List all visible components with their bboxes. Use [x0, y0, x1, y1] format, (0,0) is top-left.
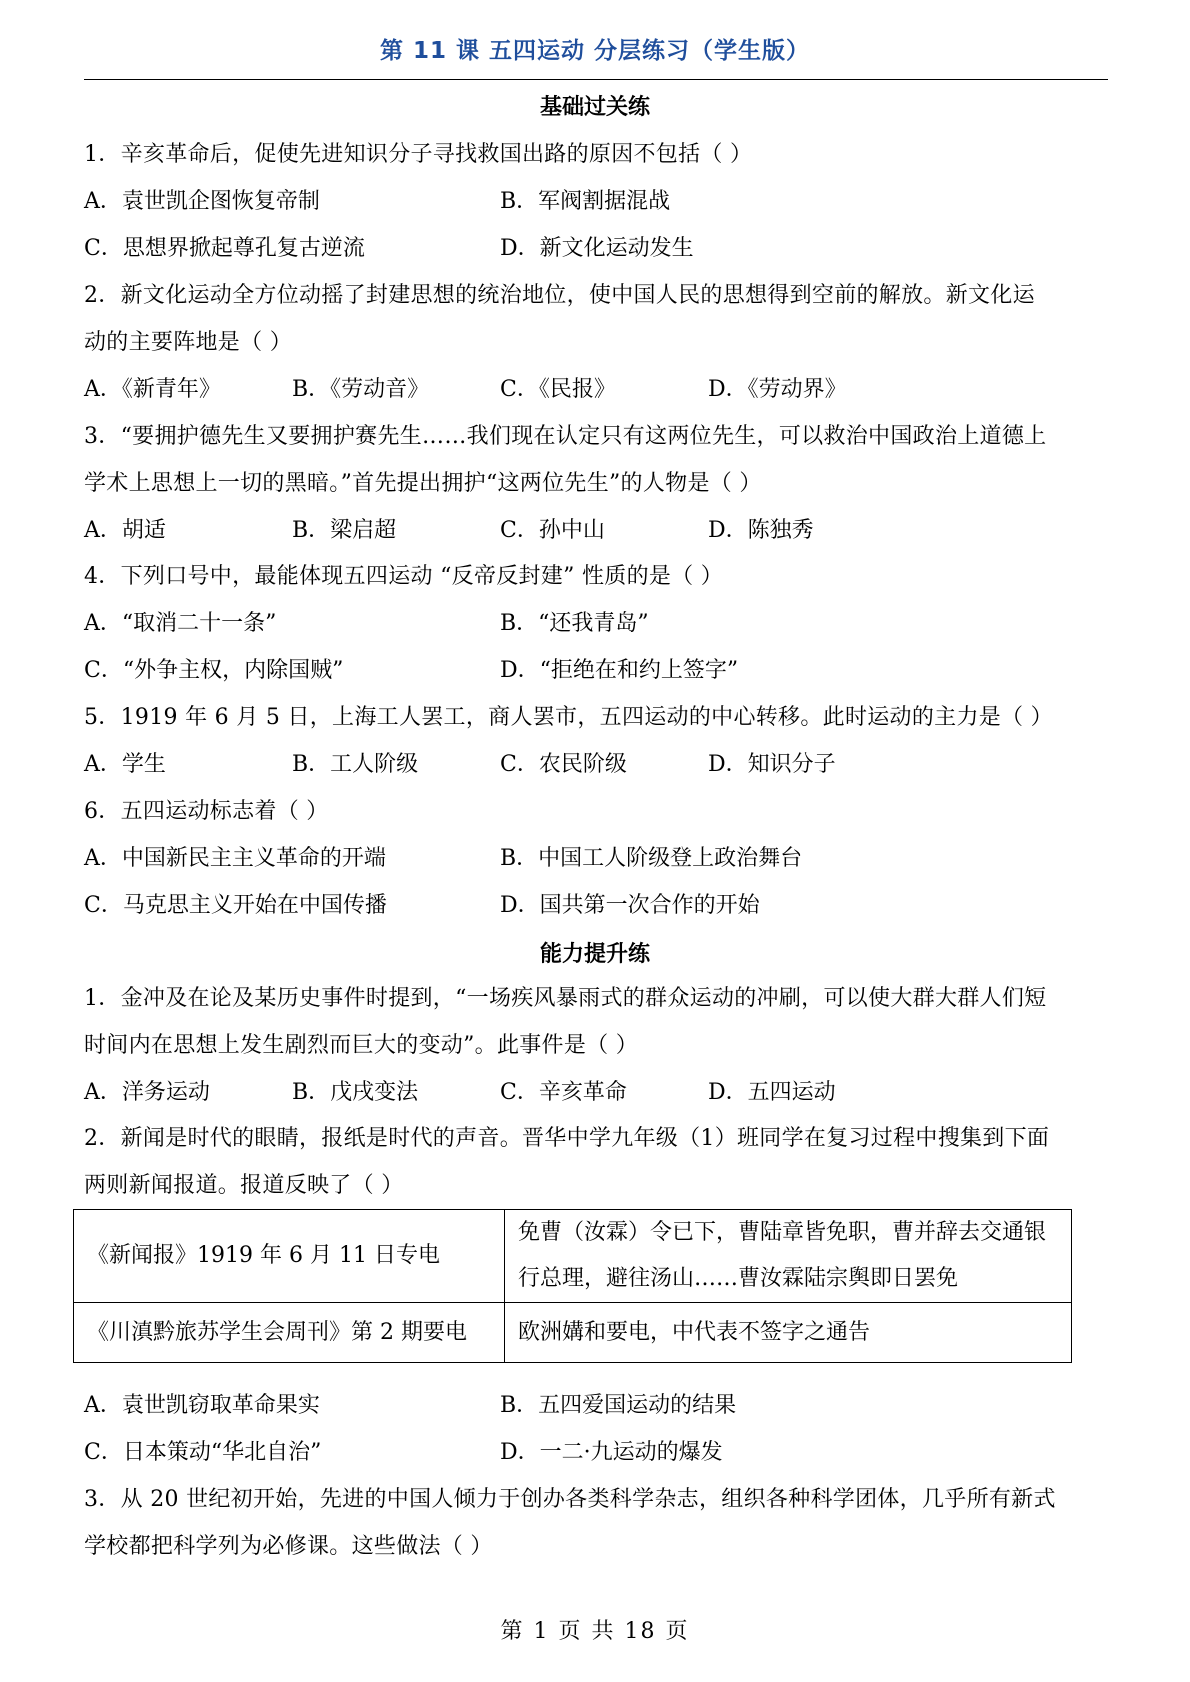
question-stem-continued: 学校都把科学列为必修课。这些做法（ ）	[84, 1534, 493, 1559]
option-c: C．思想界掀起尊孔复古逆流	[84, 236, 365, 261]
option-b: B．《劳动音》	[292, 377, 430, 402]
question-stem: 6．五四运动标志着（ ）	[84, 799, 329, 824]
option-d: D．知识分子	[708, 752, 836, 777]
option-b: B．中国工人阶级登上政治舞台	[500, 846, 803, 871]
option-d: D．新文化运动发生	[500, 236, 694, 261]
option-a: A．胡适	[84, 518, 166, 543]
option-a: A．中国新民主主义革命的开端	[84, 846, 386, 871]
option-c: C．马克思主义开始在中国传播	[84, 893, 387, 918]
page-title: 第 11 课 五四运动 分层练习（学生版）	[379, 38, 811, 64]
option-b: B．五四爱国运动的结果	[500, 1393, 737, 1418]
option-c: C．《民报》	[500, 377, 616, 402]
question-stem: 2．新文化运动全方位动摇了封建思想的统治地位，使中国人民的思想得到空前的解放。新文化运	[84, 283, 1035, 308]
option-d: D．陈独秀	[708, 518, 814, 543]
option-d: D．一二·九运动的爆发	[500, 1440, 723, 1465]
question-stem-continued: 时间内在思想上发生剧烈而巨大的变动”。此事件是（ ）	[84, 1033, 639, 1058]
option-a: A．袁世凯窃取革命果实	[84, 1393, 320, 1418]
question-stem-continued: 两则新闻报道。报道反映了（ ）	[84, 1173, 404, 1198]
option-b: B．梁启超	[292, 518, 397, 543]
question-stem: 2．新闻是时代的眼睛，报纸是时代的声音。晋华中学九年级（1）班同学在复习过程中搜集到下面	[84, 1126, 1050, 1151]
section-heading-advanced: 能力提升练	[539, 942, 650, 967]
option-a: A．《新青年》	[84, 377, 221, 402]
table-cell-content: 免曹（汝霖）令已下，曹陆章皆免职，曹并辞去交通银行总理，避往汤山……曹汝霖陆宗舆即日罢免	[505, 1210, 1072, 1303]
option-c: C．“外争主权，内除国贼”	[84, 658, 344, 683]
table-row	[74, 1303, 1072, 1363]
page-footer: 第 1 页 共 18 页	[500, 1619, 690, 1644]
question-stem: 3．从 20 世纪初开始，先进的中国人倾力于创办各类科学杂志，组织各种科学团体，几乎所有新式	[84, 1487, 1056, 1512]
option-c: C．辛亥革命	[500, 1080, 627, 1105]
option-b: B．军阀割据混战	[500, 189, 671, 214]
option-b: B．戊戌变法	[292, 1080, 419, 1105]
option-c: C．农民阶级	[500, 752, 627, 777]
option-a: A．学生	[84, 752, 166, 777]
option-a: A．“取消二十一条”	[84, 611, 277, 636]
header-rule	[84, 79, 1108, 80]
option-a: A．洋务运动	[84, 1080, 210, 1105]
question-stem-continued: 学术上思想上一切的黑暗。”首先提出拥护“这两位先生”的人物是（ ）	[84, 471, 762, 496]
option-a: A．袁世凯企图恢复帝制	[84, 189, 320, 214]
option-c: C．日本策动“华北自治”	[84, 1440, 322, 1465]
table-cell-source: 《川滇黔旅苏学生会周刊》第 2 期要电	[74, 1303, 505, 1363]
news-table	[73, 1209, 1072, 1363]
option-b: B．“还我青岛”	[500, 611, 649, 636]
option-d: D．五四运动	[708, 1080, 836, 1105]
question-stem: 3．“要拥护德先生又要拥护赛先生……我们现在认定只有这两位先生，可以救治中国政治上道德上	[84, 424, 1047, 449]
question-stem: 4．下列口号中，最能体现五四运动 “反帝反封建” 性质的是（ ）	[84, 564, 724, 589]
question-stem: 5．1919 年 6 月 5 日，上海工人罢工，商人罢市，五四运动的中心转移。此时运动的主力是（ ）	[84, 705, 1053, 730]
question-stem-continued: 动的主要阵地是（ ）	[84, 330, 292, 355]
table-row	[74, 1210, 1072, 1303]
option-d: D．《劳动界》	[708, 377, 847, 402]
option-d: D．“拒绝在和约上签字”	[500, 658, 739, 683]
option-b: B．工人阶级	[292, 752, 419, 777]
table-cell-source: 《新闻报》1919 年 6 月 11 日专电	[74, 1210, 505, 1303]
section-heading-basic: 基础过关练	[539, 95, 650, 120]
option-d: D．国共第一次合作的开始	[500, 893, 760, 918]
question-stem: 1．辛亥革命后，促使先进知识分子寻找救国出路的原因不包括（ ）	[84, 142, 753, 167]
question-stem: 1．金冲及在论及某历史事件时提到，“一场疾风暴雨式的群众运动的冲刷，可以使大群大群人们短	[84, 986, 1047, 1011]
option-c: C．孙中山	[500, 518, 605, 543]
table-cell-content: 欧洲媾和要电，中代表不签字之通告	[505, 1303, 1072, 1363]
